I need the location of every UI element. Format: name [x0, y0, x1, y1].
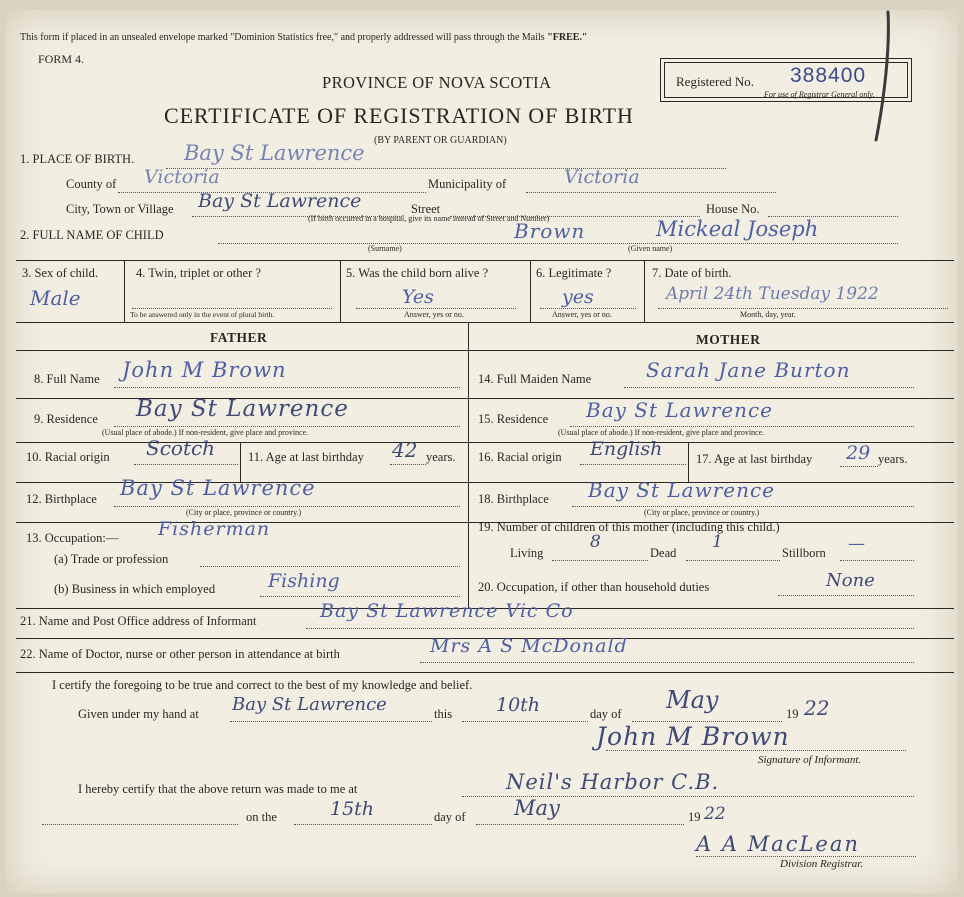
- mother-age-label: 17. Age at last birthday: [696, 452, 813, 466]
- stillborn-value: —: [848, 534, 865, 554]
- given-place-value: Bay St Lawrence: [232, 694, 387, 715]
- registrar-place-value: Neil's Harbor C.B.: [506, 770, 720, 794]
- father-racial-label: 10. Racial origin: [26, 450, 110, 464]
- place-of-birth-label: 1. PLACE OF BIRTH.: [20, 152, 135, 166]
- mother-res-line: [570, 426, 914, 427]
- rule-heading: [16, 350, 954, 351]
- father-age-label: 11. Age at last birthday: [248, 450, 364, 464]
- registrar-lead-line: [42, 824, 238, 825]
- day-line: [462, 721, 588, 722]
- father-name-label: 8. Full Name: [34, 372, 100, 386]
- date-of-birth-label: 7. Date of birth.: [652, 266, 732, 280]
- day-of-label: day of: [590, 707, 622, 721]
- father-age-line: [390, 464, 426, 465]
- registrar-signature: A A MacLean: [696, 832, 860, 856]
- legitimate-label: 6. Legitimate ?: [536, 266, 612, 280]
- twin-line: [132, 308, 332, 309]
- doctor-label: 22. Name of Doctor, nurse or other person in attendance at birth: [20, 647, 340, 661]
- registrar-signature-line: [696, 856, 916, 857]
- date-line: [658, 308, 948, 309]
- city-value: Bay St Lawrence: [198, 190, 362, 212]
- father-name-line: [114, 387, 460, 388]
- ink-stroke-mark: [866, 10, 906, 150]
- vline-m-age: [688, 442, 689, 482]
- date-of-birth-note: Month, day, year.: [740, 310, 796, 319]
- born-alive-value: Yes: [402, 286, 434, 308]
- birth-certificate: [6, 10, 958, 893]
- certificate-title: CERTIFICATE OF REGISTRATION OF BIRTH: [164, 103, 634, 128]
- mother-racial-line: [580, 464, 686, 465]
- born-alive-note: Answer, yes or no.: [404, 310, 464, 319]
- registrar-year-prefix: 19: [688, 810, 701, 824]
- informant-signature-line: [606, 750, 906, 751]
- trade-label: (a) Trade or profession: [54, 552, 169, 566]
- mother-occ-line: [778, 595, 914, 596]
- given-place-line: [230, 721, 432, 722]
- father-residence-value: Bay St Lawrence: [136, 396, 349, 422]
- mother-name-line: [624, 387, 914, 388]
- rule-doctor: [16, 672, 954, 673]
- mother-residence-value: Bay St Lawrence: [586, 398, 774, 422]
- mother-years-label: years.: [878, 452, 908, 466]
- rule-m2: [468, 442, 954, 443]
- mother-name-value: Sarah Jane Burton: [646, 358, 851, 382]
- mother-heading: MOTHER: [696, 332, 761, 347]
- form-number: FORM 4.: [38, 52, 85, 66]
- mother-birthplace-label: 18. Birthplace: [478, 492, 549, 506]
- province-heading: PROVINCE OF NOVA SCOTIA: [322, 73, 552, 92]
- father-name-value: John M Brown: [122, 358, 287, 382]
- county-value: Victoria: [144, 166, 220, 188]
- child-given-value: Mickeal Joseph: [656, 217, 819, 241]
- living-label: Living: [510, 546, 544, 560]
- mother-occupation-value: None: [826, 570, 875, 591]
- vline-1: [124, 260, 125, 322]
- father-birthplace-note: (City or place, province or country.): [186, 508, 302, 517]
- father-residence-note: (Usual place of abode.) If non-resident, give place and province.: [102, 428, 309, 437]
- registrar-day-of-label: day of: [434, 810, 466, 824]
- business-label: (b) Business in which employed: [54, 582, 216, 596]
- alive-line: [356, 308, 516, 309]
- mother-age-value: 29: [846, 442, 871, 464]
- house-number-label: House No.: [706, 202, 760, 216]
- father-heading: FATHER: [210, 330, 268, 345]
- children-count-label: 19. Number of children of this mother (including this child.): [478, 520, 780, 534]
- mother-birthplace-note: (City or place, province or country.): [644, 508, 760, 517]
- registered-note: For use of Registrar General only.: [764, 90, 875, 99]
- stillborn-line: [840, 560, 914, 561]
- mother-birthplace-value: Bay St Lawrence: [588, 478, 776, 502]
- registrar-month-line: [476, 824, 684, 825]
- place-line: [166, 168, 726, 169]
- doctor-line: [420, 662, 914, 663]
- given-month-value: May: [666, 686, 719, 714]
- mother-racial-value: English: [590, 438, 663, 460]
- father-occupation-value: Fisherman: [158, 518, 271, 540]
- vline-4: [644, 260, 645, 322]
- this-label: this: [434, 707, 453, 721]
- trade-line: [200, 566, 460, 567]
- father-racial-value: Scotch: [146, 436, 216, 460]
- child-name-line: [218, 243, 898, 244]
- place-of-birth-value: Bay St Lawrence: [184, 141, 365, 165]
- vline-2: [340, 260, 341, 322]
- father-years-label: years.: [426, 450, 456, 464]
- given-year-value: 22: [804, 696, 830, 720]
- mother-bp-line: [572, 506, 914, 507]
- business-line: [260, 596, 460, 597]
- registered-number: 388400: [790, 64, 867, 87]
- mother-occupation-label: 20. Occupation, if other than household duties: [478, 580, 710, 594]
- informant-value: Bay St Lawrence Vic Co: [320, 600, 574, 622]
- dead-line: [686, 560, 780, 561]
- doctor-value: Mrs A S McDonald: [430, 635, 628, 657]
- mother-name-label: 14. Full Maiden Name: [478, 372, 592, 386]
- informant-line: [306, 628, 914, 629]
- municipality-label: Municipality of: [428, 177, 507, 191]
- living-line: [552, 560, 648, 561]
- date-of-birth-value: April 24th Tuesday 1922: [666, 284, 879, 304]
- twin-note: To be answered only in the event of plural birth.: [130, 310, 275, 319]
- legit-line: [540, 308, 636, 309]
- municipality-line: [526, 192, 776, 193]
- mother-residence-label: 15. Residence: [478, 412, 549, 426]
- twin-label: 4. Twin, triplet or other ?: [136, 266, 261, 280]
- informant-signature-caption: Signature of Informant.: [758, 754, 862, 766]
- dead-value: 1: [712, 532, 723, 552]
- informant-signature: John M Brown: [596, 722, 790, 751]
- given-day-value: 10th: [496, 694, 541, 716]
- father-business-value: Fishing: [268, 570, 340, 592]
- registrar-signature-caption: Division Registrar.: [780, 858, 864, 870]
- registered-label: Registered No.: [676, 74, 754, 89]
- parents-divider: [468, 322, 469, 608]
- registrar-statement: I hereby certify that the above return was made to me at: [78, 782, 358, 796]
- child-name-label: 2. FULL NAME OF CHILD: [20, 228, 164, 242]
- father-bp-line: [114, 506, 460, 507]
- stillborn-label: Stillborn: [782, 546, 826, 560]
- free-label: "FREE.": [547, 32, 588, 43]
- mother-residence-note: (Usual place of abode.) If non-resident, give place and province.: [558, 428, 765, 437]
- father-occupation-label: 13. Occupation:—: [26, 531, 119, 545]
- rule-row3-bottom: [16, 322, 954, 323]
- father-racial-line: [134, 464, 238, 465]
- father-birthplace-label: 12. Birthplace: [26, 492, 97, 506]
- born-alive-label: 5. Was the child born alive ?: [346, 266, 489, 280]
- registrar-month-value: May: [514, 796, 560, 820]
- dead-label: Dead: [650, 546, 677, 560]
- registrar-day-line: [294, 824, 432, 825]
- on-the-label: on the: [246, 810, 277, 824]
- living-value: 8: [590, 532, 601, 552]
- municipality-value: Victoria: [564, 166, 640, 188]
- given-under-label: Given under my hand at: [78, 707, 199, 721]
- legitimate-value: yes: [562, 286, 594, 308]
- mother-age-line: [840, 466, 878, 467]
- father-birthplace-value: Bay St Lawrence: [120, 476, 316, 500]
- father-res-line: [114, 426, 460, 427]
- child-surname-value: Brown: [514, 219, 586, 243]
- surname-caption: (Surname): [368, 244, 402, 253]
- street-label: Street: [411, 202, 441, 216]
- sex-label: 3. Sex of child.: [22, 266, 99, 280]
- city-label: City, Town or Village: [66, 202, 174, 216]
- given-year-prefix: 19: [786, 707, 799, 721]
- certify-statement: I certify the foregoing to be true and correct to the best of my knowledge and belief.: [52, 678, 473, 692]
- father-age-value: 42: [392, 438, 418, 462]
- rule-row3-top: [16, 260, 954, 261]
- street-note: (If birth occurred in a hospital, give its name instead of Street and Number): [308, 214, 550, 223]
- mother-racial-label: 16. Racial origin: [478, 450, 562, 464]
- mail-notice: This form if placed in an unsealed envelope marked "Dominion Statistics free," and properly addressed will pass through the Mails "FREE.": [20, 32, 588, 43]
- informant-label: 21. Name and Post Office address of Informant: [20, 614, 257, 628]
- vline-3: [530, 260, 531, 322]
- certificate-subtitle: (BY PARENT OR GUARDIAN): [374, 135, 507, 146]
- father-residence-label: 9. Residence: [34, 412, 98, 426]
- legitimate-note: Answer, yes or no.: [552, 310, 612, 319]
- county-label: County of: [66, 177, 117, 191]
- registrar-year-value: 22: [704, 804, 726, 824]
- given-name-caption: (Given name): [628, 244, 673, 253]
- registrar-day-value: 15th: [330, 798, 375, 820]
- sex-value: Male: [30, 286, 81, 310]
